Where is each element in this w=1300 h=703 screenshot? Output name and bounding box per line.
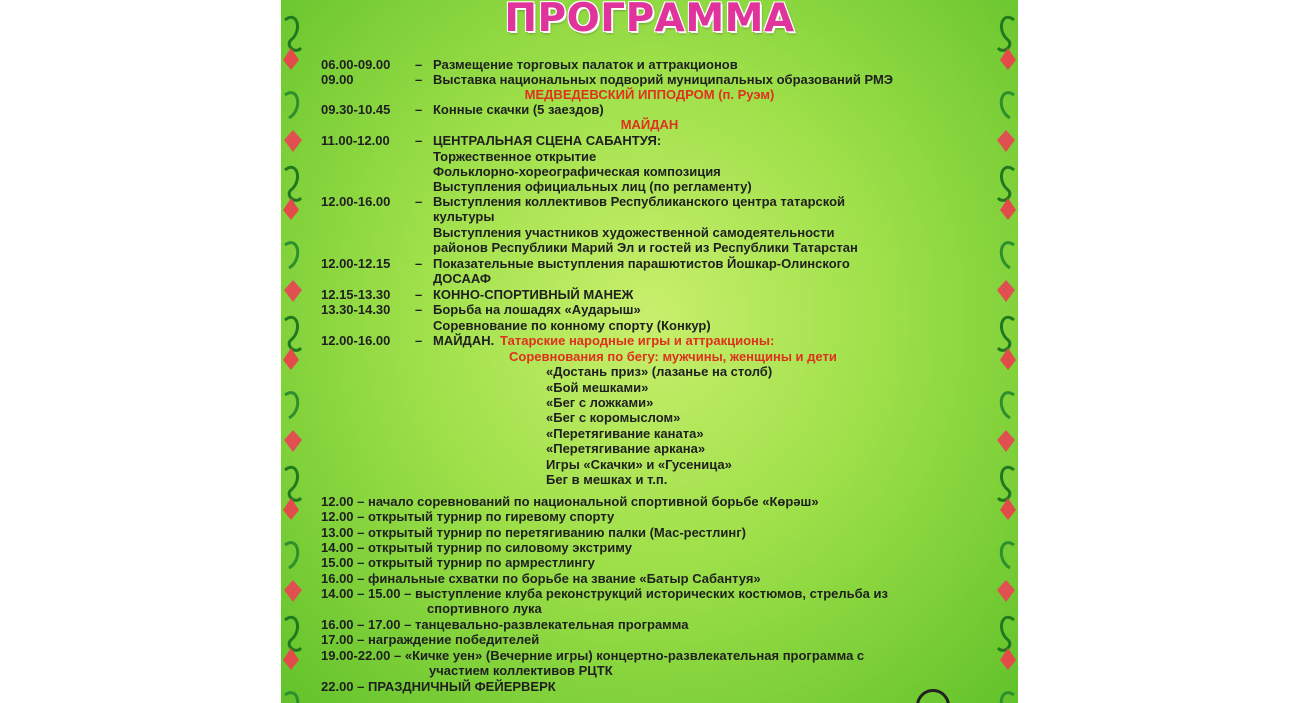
game-item: «Бег с ложками»	[546, 395, 654, 410]
game-item: Бег в мешках и т.п.	[546, 472, 668, 487]
schedule-text: Выставка национальных подворий муниципальных образований РМЭ	[433, 72, 894, 87]
schedule-time: 09.00	[321, 72, 354, 87]
dash: –	[415, 287, 423, 302]
program-poster	[281, 0, 1018, 703]
schedule-time: 09.30-10.45	[321, 102, 391, 117]
schedule-subtext: Выступления официальных лиц (по регламенту)	[433, 179, 752, 194]
folk-games-heading: Татарские народные игры и аттракционы:	[500, 333, 775, 348]
game-item: Игры «Скачки» и «Гусеница»	[546, 457, 732, 472]
event-line-continued: участием коллективов РЦТК	[429, 663, 613, 678]
logo-circle-icon	[916, 689, 950, 703]
running-heading: Соревнования по бегу: мужчины, женщины и дети	[509, 349, 837, 364]
ornament-border-left	[281, 0, 307, 703]
ornament-border-right	[992, 0, 1018, 703]
event-line-continued: спортивного лука	[427, 601, 542, 616]
dash: –	[415, 102, 423, 117]
event-line: 16.00 – финальные схватки по борьбе на звание «Батыр Сабантуя»	[321, 571, 761, 586]
schedule-text: Размещение торговых палаток и аттракционов	[433, 57, 738, 72]
event-line: 16.00 – 17.00 – танцевально-развлекательная программа	[321, 617, 689, 632]
schedule-subtext: Соревнование по конному спорту (Конкур)	[433, 318, 711, 333]
schedule-subtext: культуры	[433, 209, 495, 224]
hippodrome-heading: МЕДВЕДЕВСКИЙ ИППОДРОМ (п. Руэм)	[524, 87, 775, 102]
event-line: 19.00-22.00 – «Кичке уен» (Вечерние игры) концертно-развлекательная программа с	[321, 648, 865, 663]
schedule-text: ЦЕНТРАЛЬНАЯ СЦЕНА САБАНТУЯ:	[433, 133, 662, 148]
game-item: «Бег с коромыслом»	[546, 410, 681, 425]
event-line: 13.00 – открытый турнир по перетягиванию палки (Мас-рестлинг)	[321, 525, 746, 540]
page-title: ПРОГРАММА	[504, 0, 795, 41]
dash: –	[415, 133, 423, 148]
dash: –	[415, 302, 423, 317]
dash: –	[415, 333, 423, 348]
schedule-subtext: Фольклорно-хореографическая композиция	[433, 164, 721, 179]
schedule-text: Борьба на лошадях «Аударыш»	[433, 302, 641, 317]
schedule-subtext: Выступления участников художественной самодеятельности	[433, 225, 835, 240]
event-line: 12.00 – начало соревнований по национальной спортивной борьбе «Көрәш»	[321, 494, 819, 509]
game-item: «Достань приз» (лазанье на столб)	[546, 364, 773, 379]
schedule-time: 12.00-16.00	[321, 194, 391, 209]
schedule-text: Конные скачки (5 заездов)	[433, 102, 604, 117]
game-item: «Перетягивание каната»	[546, 426, 704, 441]
event-line: 14.00 – 15.00 – выступление клуба реконструкций исторических костюмов, стрельба из	[321, 586, 888, 601]
schedule-text: Показательные выступления парашютистов Йошкар-Олинского	[433, 256, 850, 271]
schedule-time: 12.00-16.00	[321, 333, 391, 348]
event-line: 15.00 – открытый турнир по армрестлингу	[321, 555, 595, 570]
schedule-time: 13.30-14.30	[321, 302, 391, 317]
schedule-time: 06.00-09.00	[321, 57, 391, 72]
event-line: 22.00 – ПРАЗДНИЧНЫЙ ФЕЙЕРВЕРК	[321, 679, 556, 694]
event-line: 14.00 – открытый турнир по силовому экстриму	[321, 540, 632, 555]
schedule-text: МАЙДАН.	[433, 333, 495, 348]
game-item: «Бой мешками»	[546, 380, 649, 395]
schedule-time: 11.00-12.00	[321, 133, 390, 148]
schedule-subtext: ДОСААФ	[433, 271, 491, 286]
dash: –	[415, 194, 423, 209]
event-line: 12.00 – открытый турнир по гиревому спорту	[321, 509, 615, 524]
dash: –	[415, 72, 423, 87]
schedule-subtext: Торжественное открытие	[433, 149, 597, 164]
schedule-text: Выступления коллективов Республиканского центра татарской	[433, 194, 846, 209]
schedule-subtext: районов Республики Марий Эл и гостей из Республики Татарстан	[433, 240, 858, 255]
schedule-time: 12.15-13.30	[321, 287, 391, 302]
dash: –	[415, 57, 423, 72]
maydan-heading: МАЙДАН	[620, 117, 679, 132]
event-line: 17.00 – награждение победителей	[321, 632, 540, 647]
schedule-time: 12.00-12.15	[321, 256, 391, 271]
dash: –	[415, 256, 423, 271]
schedule-text: КОННО-СПОРТИВНЫЙ МАНЕЖ	[433, 287, 634, 302]
game-item: «Перетягивание аркана»	[546, 441, 706, 456]
